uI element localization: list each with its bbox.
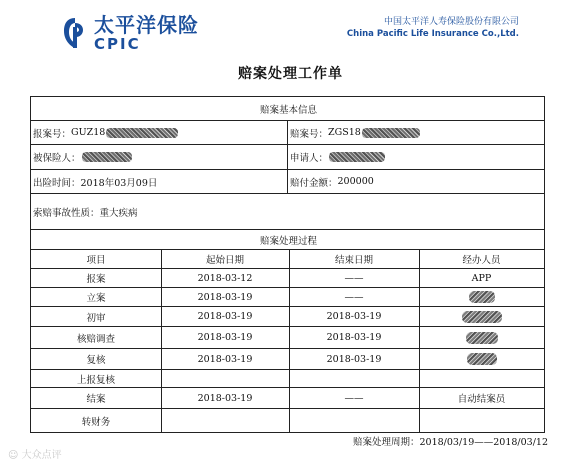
report-no-label: 报案号：: [33, 128, 72, 140]
processing-period: [353, 434, 548, 448]
process-end-date: 2018-03-19: [326, 353, 382, 365]
process-item: 核赔调查: [76, 333, 115, 345]
process-item: 报案: [86, 274, 106, 285]
process-row-report: [31, 269, 544, 288]
process-handler: [419, 327, 544, 348]
watermark-icon: ☺: [8, 450, 19, 461]
process-handler: APP: [471, 272, 492, 284]
redacted-handler: [469, 291, 495, 303]
process-handler: [419, 370, 544, 387]
process-row-finance: [31, 409, 544, 432]
process-item: 立案: [86, 293, 106, 304]
report-no-value: GUZ18: [71, 127, 106, 138]
logo-chinese-name: 太平洋保险: [94, 13, 199, 37]
process-start-date: [161, 370, 289, 387]
column-header-item: 项目: [86, 255, 106, 266]
process-end-date: [289, 409, 419, 432]
process-start-date: 2018-03-12: [197, 272, 253, 284]
process-start-date: 2018-03-19: [197, 392, 253, 404]
redacted-insured-name: [82, 152, 132, 162]
process-end-date: 2018-03-19: [326, 311, 382, 322]
process-row-register: [31, 288, 544, 307]
column-header-end-date: 结束日期: [334, 255, 373, 266]
column-header-start-date: 起始日期: [205, 255, 244, 266]
cpic-logo: [62, 14, 199, 52]
process-end-date: 2018-03-19: [326, 332, 382, 343]
insured-label: 被保险人：: [33, 153, 81, 164]
accident-time-cell: [31, 170, 288, 193]
process-handler: [419, 288, 544, 306]
process-row-close: [31, 388, 544, 409]
applicant-label: 申请人：: [290, 153, 329, 164]
claim-reason-cell: [31, 194, 544, 229]
claim-work-order-form: [30, 96, 545, 433]
logo-english-name: CPIC: [94, 35, 141, 53]
processing-period-label: 赔案处理周期：: [352, 437, 420, 448]
column-header-handler: 经办人员: [462, 255, 501, 266]
process-end-date: [289, 370, 419, 387]
document-title: 赔案处理工作单: [238, 66, 343, 82]
basic-info-header-row: [31, 97, 544, 121]
redacted-applicant-name: [329, 152, 385, 162]
accident-time-row: [31, 170, 544, 194]
redacted-report-no: [106, 128, 178, 138]
insured-row: [31, 145, 544, 170]
process-start-date: 2018-03-19: [197, 353, 253, 365]
process-start-date: [161, 409, 289, 432]
redacted-handler: [462, 311, 502, 323]
payout-value: 200000: [337, 176, 374, 187]
process-item: 转财务: [81, 416, 111, 428]
report-no-cell: [31, 121, 288, 144]
claim-reason-value: 重大疾病: [99, 207, 138, 219]
redacted-handler: [467, 353, 497, 365]
process-handler: 自动结案员: [457, 394, 506, 405]
claim-no-value: ZGS18: [328, 127, 361, 138]
process-row-initial-review: [31, 307, 544, 327]
claim-reason-label: 索赔事故性质：: [33, 207, 100, 219]
company-name-en: China Pacific Life Insurance Co.,Ltd.: [346, 29, 519, 39]
process-item: 复核: [86, 355, 106, 366]
process-end-date: ——: [344, 392, 364, 404]
applicant-cell: [288, 145, 544, 169]
process-handler: [419, 307, 544, 326]
process-start-date: 2018-03-19: [197, 311, 253, 322]
process-item: 结案: [86, 394, 106, 405]
redacted-handler: [466, 332, 498, 344]
watermark-text: 大众点评: [21, 450, 62, 461]
process-handler: [419, 349, 544, 369]
process-row-investigation: [31, 327, 544, 349]
process-item: 上报复核: [76, 374, 115, 386]
process-start-date: 2018-03-19: [197, 332, 253, 343]
company-name: [347, 16, 519, 40]
process-section-title: 赔案处理过程: [259, 235, 317, 247]
cpic-logo-icon: [62, 16, 88, 50]
process-column-header-row: [31, 250, 544, 269]
report-no-row: [31, 121, 544, 145]
company-name-cn: 中国太平洋人寿保险股份有限公司: [383, 17, 519, 27]
accident-time-value: 2018年03月09日: [80, 177, 158, 189]
accident-time-label: 出险时间：: [33, 177, 81, 189]
claim-reason-row: [31, 194, 544, 230]
redacted-claim-no: [362, 128, 420, 138]
payout-label: 赔付金额：: [290, 177, 338, 189]
process-start-date: 2018-03-19: [197, 291, 253, 303]
basic-info-section-title: 赔案基本信息: [259, 104, 317, 116]
watermark: [8, 446, 62, 461]
process-handler: [419, 409, 544, 432]
process-end-date: ——: [344, 272, 364, 284]
insured-cell: [31, 145, 288, 169]
claim-no-cell: [288, 121, 544, 144]
claim-no-label: 赔案号：: [290, 128, 329, 140]
payout-cell: [288, 170, 544, 193]
process-end-date: ——: [344, 291, 364, 303]
processing-period-value: 2018/03/19——2018/03/12: [419, 437, 548, 448]
process-row-escalated-review: [31, 370, 544, 388]
process-row-recheck: [31, 349, 544, 370]
process-item: 初审: [86, 312, 106, 324]
process-header-row: [31, 230, 544, 250]
